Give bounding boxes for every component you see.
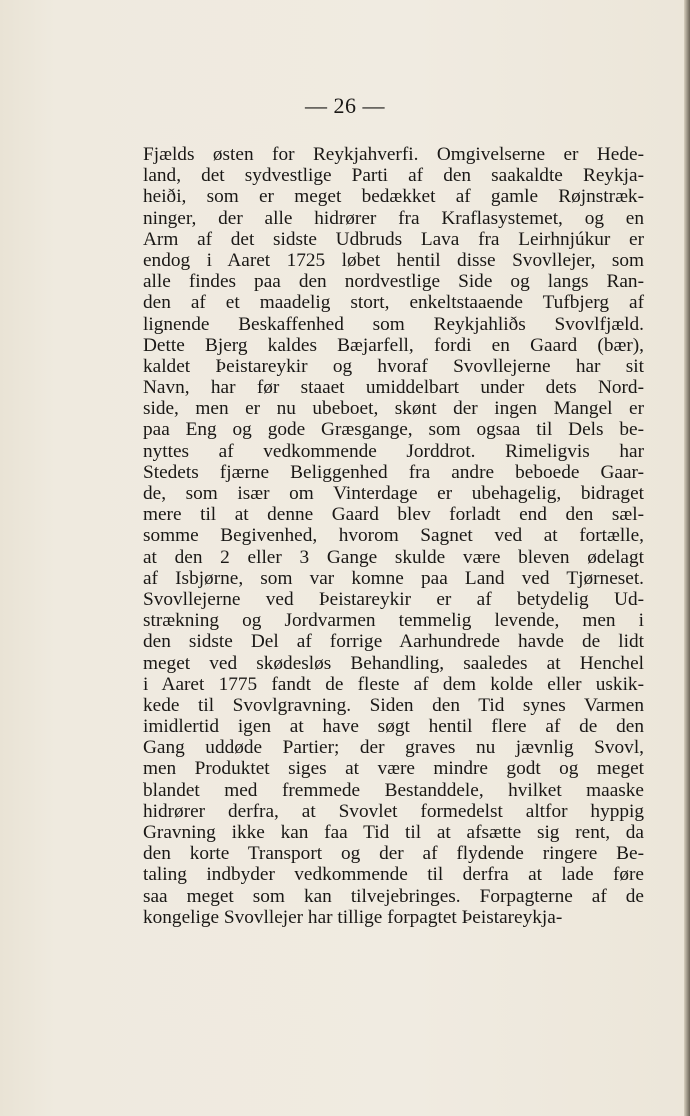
text-line: at den 2 eller 3 Gange skulde være bleven ødelagt [143, 546, 644, 568]
text-line: heiði, som er meget bedækket af gamle Røjnstræk- [143, 186, 644, 208]
text-line: Gang uddøde Partier; der graves nu jævnlig Svovl, [143, 737, 644, 759]
text-line: kede til Svovlgravning. Siden den Tid synes Varmen [143, 694, 644, 716]
text-line: imidlertid igen at have søgt hentil flere af de den [143, 716, 644, 738]
text-line: Stedets fjærne Beliggenhed fra andre beboede Gaar- [143, 461, 644, 483]
text-line: taling indbyder vedkommende til derfra at lade føre [143, 864, 644, 886]
text-line: kaldet Þeistareykir og hvoraf Svovllejerne har sit [143, 355, 644, 377]
page-number: — 26 — [305, 93, 385, 118]
text-line: endog i Aaret 1725 løbet hentil disse Svovllejer, som [143, 249, 644, 271]
text-line: men Produktet siges at være mindre godt og meget [143, 758, 644, 780]
text-line: Gravning ikke kan faa Tid til at afsætte sig rent, da [143, 822, 644, 843]
body-text [143, 144, 644, 928]
text-line: alle findes paa den nordvestlige Side og langs Ran- [143, 271, 644, 293]
text-line: i Aaret 1775 fandt de fleste af dem kolde eller uskik- [143, 673, 644, 695]
text-line: den korte Transport og der af flydende ringere Be- [143, 843, 644, 865]
text-line: somme Begivenhed, hvorom Sagnet ved at fortælle, [143, 525, 644, 547]
text-line: Svovllejerne ved Þeistareykir er af betydelig Ud- [143, 588, 644, 610]
text-line: saa meget som kan tilvejebringes. Forpagterne af de [143, 885, 644, 907]
text-line: kongelige Svovllejer har tillige forpagtet Þeistareykja- [143, 906, 563, 928]
text-line: den sidste Del af forrige Aarhundrede havde de lidt [143, 631, 644, 653]
text-line: blandet med fremmede Bestanddele, hvilket maaske [143, 779, 644, 801]
text-line: strækning og Jordvarmen temmelig levende, men i [143, 610, 644, 632]
text-line: nyttes af vedkommende Jorddrot. Rimeligvis har [143, 440, 644, 462]
page-edge-shadow [684, 0, 690, 1116]
text-line: paa Eng og gode Græsgange, som ogsaa til Dels be- [143, 419, 644, 441]
text-line: den af et maadelig stort, enkeltstaaende Tufbjerg af [143, 292, 644, 314]
text-line: Fjælds østen for Reykjahverfi. Omgivelserne er Hede- [143, 144, 644, 165]
text-line: de, som især om Vinterdage er ubehagelig, bidraget [143, 483, 644, 504]
text-line: af Isbjørne, som var komne paa Land ved Tjørneset. [143, 567, 644, 589]
text-line: hidrører derfra, at Svovlet formedelst altfor hyppig [143, 800, 644, 822]
text-line: Dette Bjerg kaldes Bæjarfell, fordi en Gaard (bær), [143, 334, 644, 356]
text-line: Arm af det sidste Udbruds Lava fra Leirhnjúkur er [143, 228, 644, 250]
text-line: meget ved skødesløs Behandling, saaledes at Henchel [143, 652, 644, 674]
text-line: ninger, der alle hidrører fra Kraflasystemet, og en [143, 207, 644, 229]
text-line: lignende Beskaffenhed som Reykjahliðs Svovlfjæld. [143, 313, 644, 335]
text-line: Navn, har før staaet umiddelbart under dets Nord- [143, 377, 644, 399]
text-line: land, det sydvestlige Parti af den saakaldte Reykja- [143, 165, 644, 187]
text-line: side, men er nu ubeboet, skønt der ingen Mangel er [143, 398, 644, 420]
text-line: mere til at denne Gaard blev forladt end den sæl- [143, 504, 644, 526]
